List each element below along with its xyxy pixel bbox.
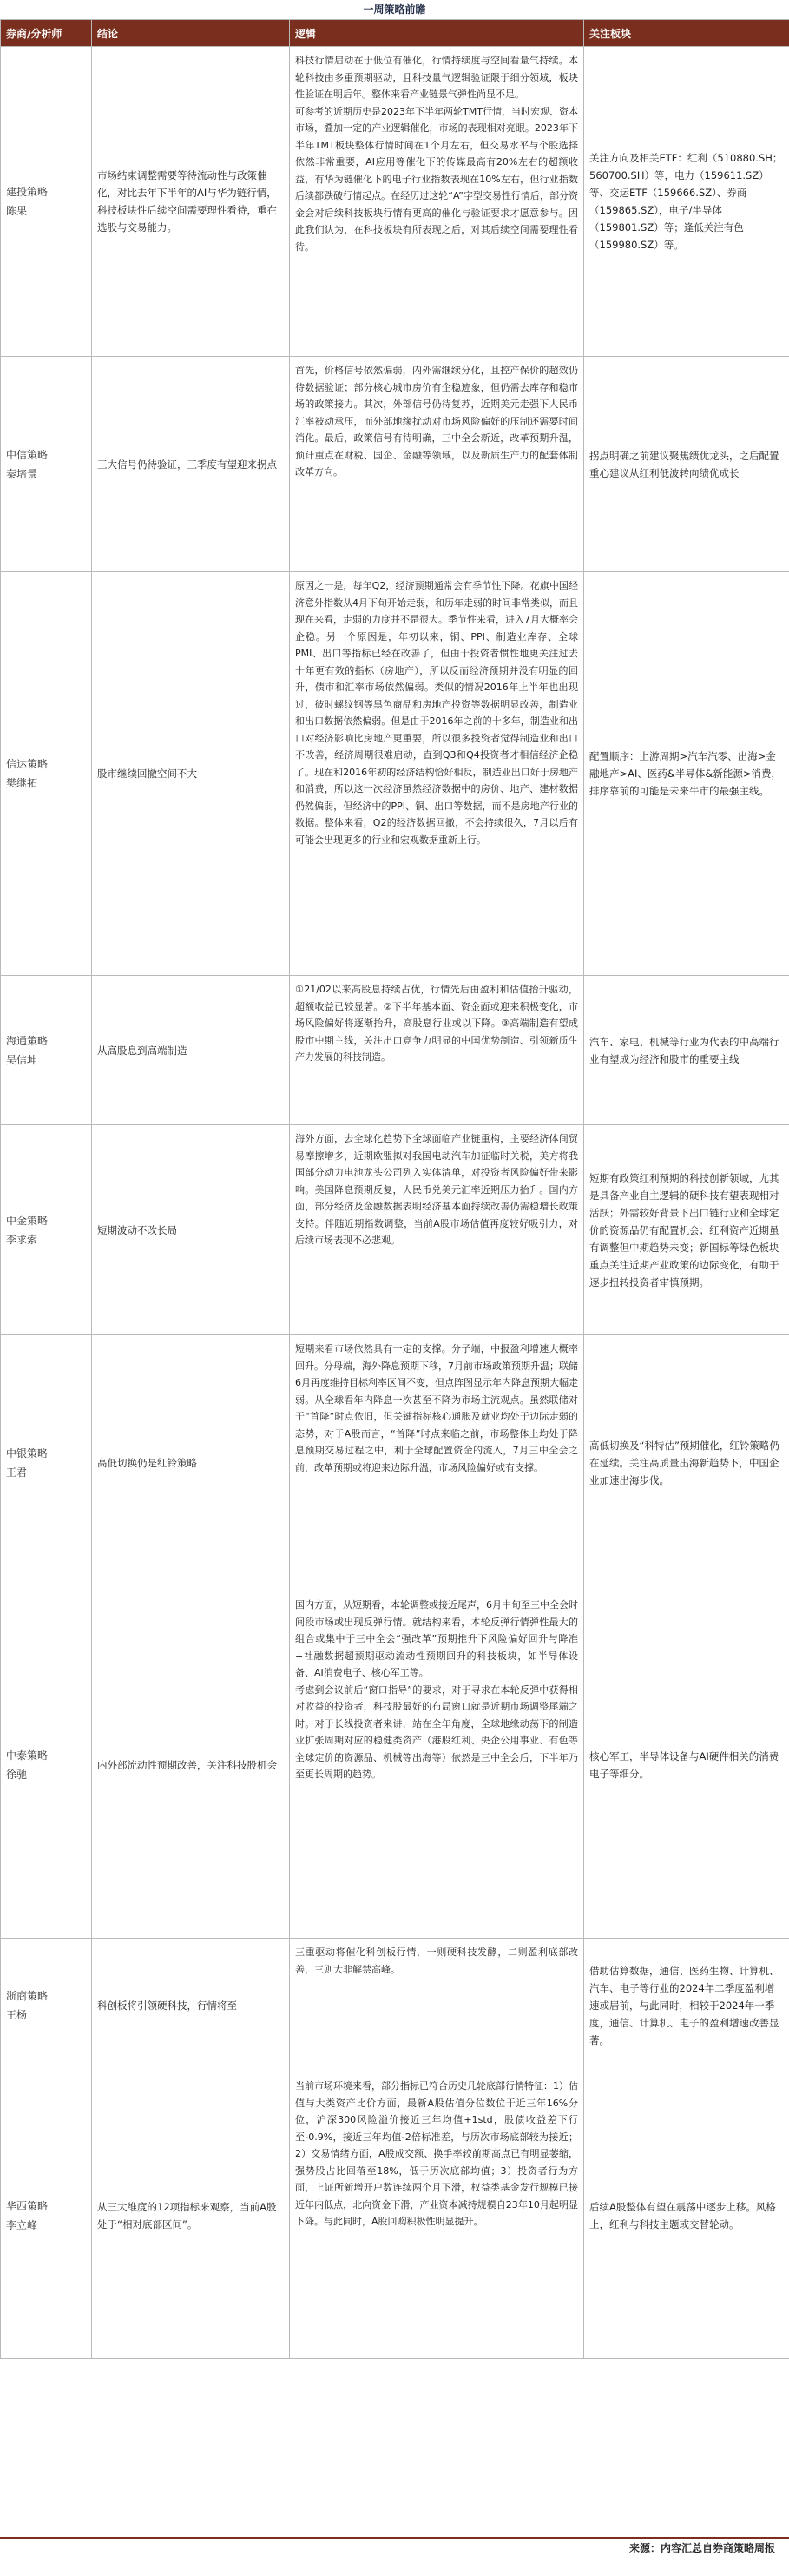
analyst-name: 秦培景 <box>6 464 86 484</box>
conclusion-cell: 短期波动不改长局 <box>92 1125 290 1335</box>
logic-cell: 首先，价格信号依然偏弱，内外需继续分化，且控产保价的超效仍待数据验证；部分核心城市房价有企稳迹象，但仍需去库存和稳市场的政策接力。其次，外部信号仍待复苏，近期美元走强下人民币汇率被动承压，而外部地缘扰动对市场风险偏好的压制还需要时间消化。最后，政策信号有待明确，三中全会新近，改革预期升温，预计重点在财税、国企、金融等领域，以及新质生产力的配套体制改革方向。 <box>290 357 584 572</box>
firm-name: 中银策略 <box>6 1444 86 1463</box>
focus-cell: 拐点明确之前建议聚焦绩优龙头，之后配置重心建议从红利低波转向绩优成长 <box>584 357 789 572</box>
table-row <box>1 47 789 357</box>
conclusion-cell: 市场结束调整需要等待流动性与政策催化，对比去年下半年的AI与华为链行情，科技板块性后续空间需要理性看待，重在选股与交易能力。 <box>92 47 290 357</box>
logic-cell: 当前市场环境来看，部分指标已符合历史几轮底部行情特征：1）估值与大类资产比价方面，最新A股估值分位数位于近三年16%分位，沪深300风险溢价接近三年均值+1std，股债收益差下行至-0.9%，接近三年均值-2倍标准差，与历次市场底部较为接近；2）交易情绪方面，A股成交额、换手率较前期高点已有明显萎缩，强势股占比回落至18%，低于历次底部均值；3）投资者行为方面，上证所新增开户数连续两个月下滑，权益类基金发行规模已接近年内低点，北向资金下滑，产业资本减持规模自23年10月起明显下降。与此同时，A股回购积极性明显提升。 <box>290 2072 584 2359</box>
logic-cell: 短期来看市场依然具有一定的支撑。分子端，中报盈利增速大概率回升。分母端，海外降息预期下移，7月前市场政策预期升温；联储6月再度维持目标利率区间不变，但点阵图显示年内降息预期大幅走弱。从全球看年内降息一次甚至不降为市场主流观点。虽然联储对于“首降”时点依旧，但关键指标核心通胀及就业均处于边际走弱的态势，对于A股而言，“首降”时点来临之前，市场整体上均处于降息预期交易过程之中，利于全球配置资金的流入，7月三中全会之前，改革预期或将迎来边际升温，市场风险偏好或有支撑。 <box>290 1335 584 1591</box>
analyst-name: 陈果 <box>6 201 86 221</box>
analyst-name: 李求索 <box>6 1230 86 1249</box>
logic-cell: 国内方面，从短期看，本轮调整或接近尾声，6月中旬至三中全会时间段市场或出现反弹行情。就结构来看，本轮反弹行情弹性最大的组合或集中于三中全会“强改革”预期推升下风险偏好回升与降准+社融数据超预期驱动流动性预期回升的科技板块，如半导体设备、AI消费电子、核心军工等。 考虑到会议前后“窗口指导”的要求，对于寻求在本轮反弹中获得相对收益的投资者，科技股最好的布局窗口就是近期市场调整尾端之时。对于长线投资者来讲，站在全年角度，全球地缘动荡下的制造业扩张周期对应的稳健类资产（港股红利、央企公用事业、有色等全球定价的资源品、机械等出海等）依然是三中全会后，下半年乃至更长周期的趋势。 <box>290 1591 584 1939</box>
table-row <box>1 1591 789 1939</box>
table-header-row <box>1 20 789 47</box>
analyst-name: 徐驰 <box>6 1765 86 1784</box>
analyst-name: 樊继拓 <box>6 774 86 793</box>
page-title: 一周策略前瞻 <box>0 0 789 19</box>
focus-cell: 汽车、家电、机械等行业为代表的中高端行业有望成为经济和股市的重要主线 <box>584 976 789 1125</box>
firm-cell <box>1 976 92 1125</box>
analyst-name: 王杨 <box>6 2006 86 2025</box>
conclusion-cell: 科创板将引领硬科技，行情将至 <box>92 1939 290 2072</box>
analyst-name: 李立峰 <box>6 2216 86 2235</box>
firm-name: 华西策略 <box>6 2197 86 2216</box>
firm-name: 中泰策略 <box>6 1746 86 1765</box>
header-focus: 关注板块 <box>584 20 789 47</box>
conclusion-cell: 高低切换仍是红铃策略 <box>92 1335 290 1591</box>
strategy-table <box>0 19 789 2537</box>
header-conclusion: 结论 <box>92 20 290 47</box>
conclusion-cell: 三大信号仍待验证，三季度有望迎来拐点 <box>92 357 290 572</box>
firm-name: 中信策略 <box>6 445 86 464</box>
logic-cell: 海外方面，去全球化趋势下全球面临产业链重构，主要经济体间贸易摩擦增多，近期欧盟拟对我国电动汽车加征临时关税，美方将我国部分动力电池龙头公司列入实体清单，对投资者风险偏好带来影响。美国降息预期反复，人民币兑美元汇率近期压力抬升。国内方面，部分经济及金融数据表明经济基本面持续改善仍需稳增长政策支持。伴随近期指数调整，当前A股市场估值再度较好吸引力，对后续市场表现不必悲观。 <box>290 1125 584 1335</box>
conclusion-cell: 从三大维度的12项指标来观察，当前A股处于“相对底部区间”。 <box>92 2072 290 2359</box>
firm-name: 浙商策略 <box>6 1986 86 2006</box>
conclusion-cell: 股市继续回撤空间不大 <box>92 572 290 976</box>
firm-cell <box>1 357 92 572</box>
table-row <box>1 2072 789 2359</box>
focus-cell: 短期有政策红利预期的科技创新领域，尤其是具备产业自主逻辑的硬科技有望表现相对活跃；外需较好背景下出口链行业和全球定价的资源品仍有配置机会；红利资产近期虽有调整但中期趋势未变；新国标等绿色板块重点关注近期产业政策的边际变化，有助于逐步扭转投资者审慎预期。 <box>584 1125 789 1335</box>
logic-cell: 三重驱动将催化科创板行情，一则硬科技发酵，二则盈利底部改善，三则大非解禁高峰。 <box>290 1939 584 2072</box>
table-row <box>1 572 789 976</box>
firm-name: 建投策略 <box>6 182 86 201</box>
focus-cell: 高低切换及“科特估”预期催化，红铃策略仍在延续。关注高质量出海新趋势下，中国企业加速出海步伐。 <box>584 1335 789 1591</box>
table-row <box>1 1939 789 2072</box>
focus-cell: 关注方向及相关ETF：红利（510880.SH；560700.SH）等，电力（159611.SZ）等、交运ETF（159666.SZ）、券商（159865.SZ），电子/半导体（159801.SZ）等；逢低关注有色（159980.SZ）等。 <box>584 47 789 357</box>
table-row <box>1 357 789 572</box>
firm-cell <box>1 47 92 357</box>
firm-cell <box>1 1939 92 2072</box>
firm-cell <box>1 1125 92 1335</box>
focus-cell: 核心军工，半导体设备与AI硬件相关的消费电子等细分。 <box>584 1591 789 1939</box>
header-logic: 逻辑 <box>290 20 584 47</box>
focus-cell: 后续A股整体有望在震荡中逐步上移。风格上，红利与科技主题或交替轮动。 <box>584 2072 789 2359</box>
analyst-name: 王君 <box>6 1463 86 1482</box>
firm-cell <box>1 1335 92 1591</box>
firm-name: 信达策略 <box>6 754 86 774</box>
analyst-name: 吴信坤 <box>6 1051 86 1070</box>
logic-cell: 科技行情启动在于低位有催化，行情持续度与空间看量气持续。本轮科技由多重预期驱动，且科技量气逻辑验证限于细分领域，板块性验证在明后年。整体来看产业链景气弹性尚显不足。 可参考的近期历史是2023年下半年两轮TMT行情，当时宏观、资本市场，叠加一定的产业逻辑催化，市场的表现相对亮眼。2023年下半年TMT板块整体行情时间在1个月左右，但交易水平与个股选择依然非常重要，AI应用等催化下的传媒最高有20%左右的超额收益，有华为链催化下的电子行业指数表现在10%左右，但行业指数后续都跌破行情起点。在经历过这轮“A”字型交易性行情后，部分资金会对后续科技板块行情有更高的催化与验证要求才愿意参与。因此我们认为，在科技板块有所表现之后，对其后续空间需要理性看待。 <box>290 47 584 357</box>
table-row <box>1 1335 789 1591</box>
firm-cell <box>1 1591 92 1939</box>
firm-cell <box>1 2072 92 2359</box>
table-row <box>1 976 789 1125</box>
firm-name: 海通策略 <box>6 1031 86 1051</box>
focus-cell: 借助估算数据，通信、医药生物、计算机、汽车、电子等行业的2024年二季度盈利增速或居前，与此同时，相较于2024年一季度，通信、计算机、电子的盈利增速改善显著。 <box>584 1939 789 2072</box>
logic-cell: ①21/02以来高股息持续占优，行情先后由盈利和估值抬升驱动，超额收益已较显著。②下半年基本面、资金面或迎来积极变化，市场风险偏好将逐渐抬升，高股息行业或以下降。③高端制造有望成股市中期主线，关注出口竞争力明显的中国优势制造、引领新质生产力发展的科技制造。 <box>290 976 584 1125</box>
conclusion-cell: 从高股息到高端制造 <box>92 976 290 1125</box>
firm-cell <box>1 572 92 976</box>
header-firm: 券商/分析师 <box>1 20 92 47</box>
conclusion-cell: 内外部流动性预期改善，关注科技股机会 <box>92 1591 290 1939</box>
source-footer <box>0 2537 789 2576</box>
firm-name: 中金策略 <box>6 1211 86 1230</box>
table-row <box>1 1125 789 1335</box>
focus-cell: 配置顺序：上游周期>汽车汽零、出海>金融地产>AI、医药&半导体&新能源>消费，排序靠前的可能是未来牛市的最强主线。 <box>584 572 789 976</box>
logic-cell: 原因之一是，每年Q2，经济预期通常会有季节性下降。花旗中国经济意外指数从4月下旬开始走弱，和历年走弱的时间非常类似，而且现在来看，走弱的力度并不是很大。季节性来看，进入7月大概率会企稳。另一个原因是，年初以来，铜、PPI、制造业库存、全球PMI、出口等指标已经在改善了，但由于投资者惯性地更关注过去十年更有效的指标（房地产），所以反而经济预期并没有明显的回升，债市和汇率市场依然偏弱。类似的情况2016年上半年也出现过，彼时螺纹钢等黑色商品和房地产投资等数据明显改善，制造业和出口数据依然偏弱。但是由于2016年之前的十多年，制造业和出口对经济影响比房地产更重要，所以很多投资者觉得制造业和出口不改善，经济周期很难启动，直到Q3和Q4投资者才相信经济企稳了。现在和2016年初的经济结构恰好相反，制造业出口好于房地产和消费，所以这一次经济虽然经济数据中的房价、地产、建材数据仍然偏弱，但经济中的PPI、铜、出口等数据，而不是房地产行业的数据。整体来看，Q2的经济数据回撤，不会持续很久，7月以后有可能会出现更多的行业和宏观数据重新上行。 <box>290 572 584 976</box>
source-text: 来源：内容汇总自券商策略周报 <box>629 2542 775 2554</box>
